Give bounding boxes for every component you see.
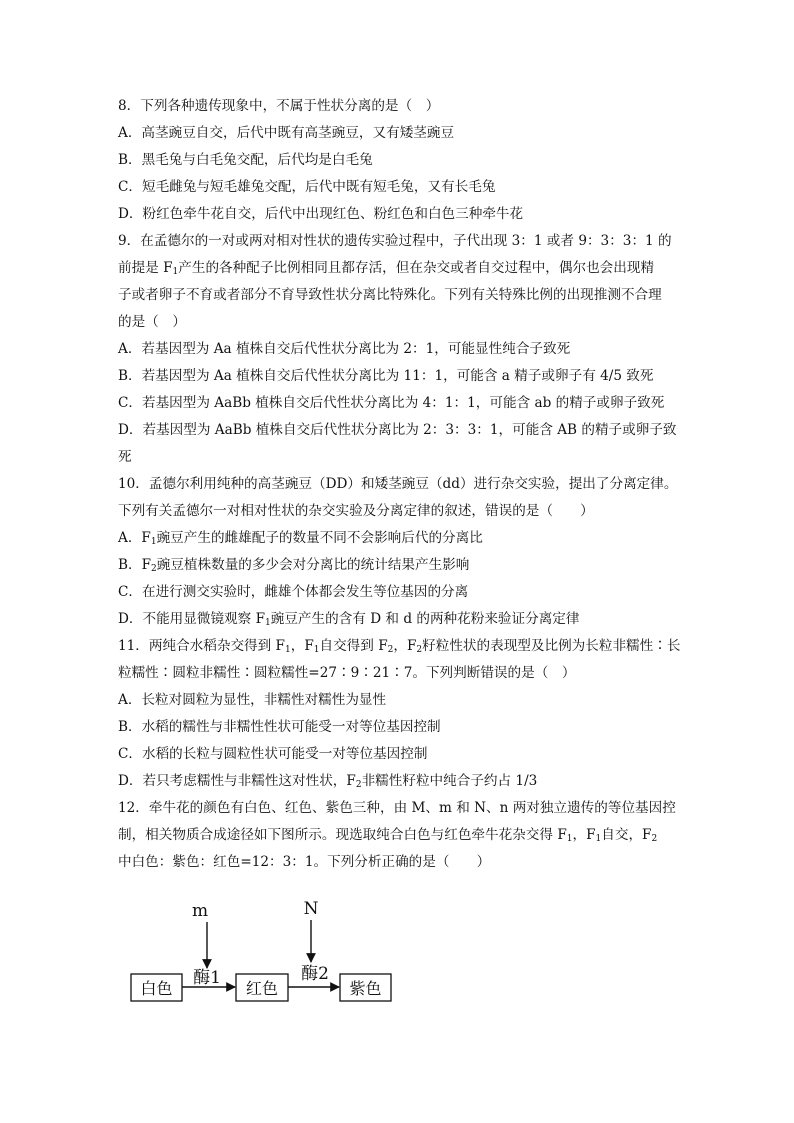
box-red-label: 红色	[245, 979, 279, 998]
question-stem-line: 子或者卵子不育或者部分不育导致性状分离比特殊化。下列有关特殊比例的出现推测不合理	[118, 287, 662, 303]
gene-n-label: N	[303, 899, 319, 919]
question-stem-line: 中白色：紫色：红色=12：3：1。下列分析正确的是（ ）	[118, 854, 491, 870]
question-11	[118, 633, 690, 795]
question-stem-line: 的是（ ）	[118, 314, 186, 330]
question-stem-line: 9．在孟德尔的一对或两对相对性状的遗传实验过程中，子代出现 3：1 或者 9：3：3：1 的	[118, 233, 672, 249]
option-d: D．若基因型为 AaBb 植株自交后代性状分离比为 2：3：3：1，可能含 AB 的精子或卵子致	[118, 422, 677, 438]
exam-page	[118, 93, 690, 876]
option-b: B．若基因型为 Aa 植株自交后代性状分离比为 11：1，可能含 a 精子或卵子有 4/5 致死	[118, 368, 654, 384]
question-stem-line: 11．两纯合水稻杂交得到 $F_1$，$F_1$自交得到 $F_2$，$F_2$籽粒性状的表现型及比例为长粒非糯性∶长	[118, 638, 681, 655]
question-stem-line: 制，相关物质合成途径如下图所示。现选取纯合白色与红色牵牛花杂交得 $F_1$，$F_1$自交，$F_2$	[118, 827, 658, 844]
question-9	[118, 228, 690, 471]
option-d: D．粉红色牵牛花自交，后代中出现红色、粉红色和白色三种牵牛花	[118, 206, 524, 222]
option-a: A．$F_1$豌豆产生的雌雄配子的数量不同不会影响后代的分离比	[118, 530, 483, 547]
question-8	[118, 93, 690, 228]
question-stem-line: 10．孟德尔利用纯种的高茎豌豆（DD）和矮茎豌豆（dd）进行杂交实验，提出了分离定律。	[118, 476, 678, 492]
option-d-continued: 死	[118, 449, 132, 465]
option-b: B．黑毛兔与白毛兔交配，后代均是白毛兔	[118, 152, 373, 168]
option-d: D．不能用显微镜观察 $F_1$豌豆产生的含有 D 和 d 的两种花粉来验证分离定律	[118, 611, 580, 628]
question-stem-line: 粒糯性∶圆粒非糯性∶圆粒糯性=27∶9∶21∶7。下列判断错误的是（ ）	[118, 665, 576, 681]
option-a: A．若基因型为 Aa 植株自交后代性状分离比为 2：1，可能显性纯合子致死	[118, 341, 571, 357]
question-stem: 8．下列各种遗传现象中，不属于性状分离的是（ ）	[118, 98, 440, 114]
option-c: C．短毛雌兔与短毛雄兔交配，后代中既有短毛兔，又有长毛兔	[118, 179, 496, 195]
option-c: C．水稻的长粒与圆粒性状可能受一对等位基因控制	[118, 746, 428, 762]
enzyme-1-label: 酶1	[193, 968, 221, 988]
option-c: C．在进行测交实验时，雌雄个体都会发生等位基因的分离	[118, 584, 469, 600]
box-purple-label: 紫色	[349, 979, 382, 998]
option-c: C．若基因型为 AaBb 植株自交后代性状分离比为 4：1：1，可能含 ab 的精子或卵子致死	[118, 395, 665, 411]
enzyme-2-label: 酶2	[301, 964, 329, 984]
option-d: D．若只考虑糯性与非糯性这对性状，$F_2$非糯性籽粒中纯合子约占 1/3	[118, 773, 538, 790]
box-white-label: 白色	[140, 979, 173, 998]
option-a: A．长粒对圆粒为显性，非糯性对糯性为显性	[118, 692, 387, 708]
question-stem-line: 12．牵牛花的颜色有白色、红色、紫色三种，由 M、m 和 N、n 两对独立遗传的等位基因控	[118, 800, 676, 816]
pathway-diagram	[125, 890, 425, 1010]
option-b: B．$F_2$豌豆植株数量的多少会对分离比的统计结果产生影响	[118, 557, 470, 574]
gene-m-label: m	[191, 901, 209, 921]
question-stem-line: 前提是 $F_1$产生的各种配子比例相同且都存活，但在杂交或者自交过程中，偶尔也会出现精	[118, 260, 655, 277]
question-12	[118, 795, 690, 876]
option-a: A．高茎豌豆自交，后代中既有高茎豌豆，又有矮茎豌豆	[118, 125, 455, 141]
question-stem-line: 下列有关孟德尔一对相对性状的杂交实验及分离定律的叙述，错误的是（ ）	[118, 503, 594, 519]
question-10	[118, 471, 690, 633]
option-b: B．水稻的糯性与非糯性性状可能受一对等位基因控制	[118, 719, 441, 735]
